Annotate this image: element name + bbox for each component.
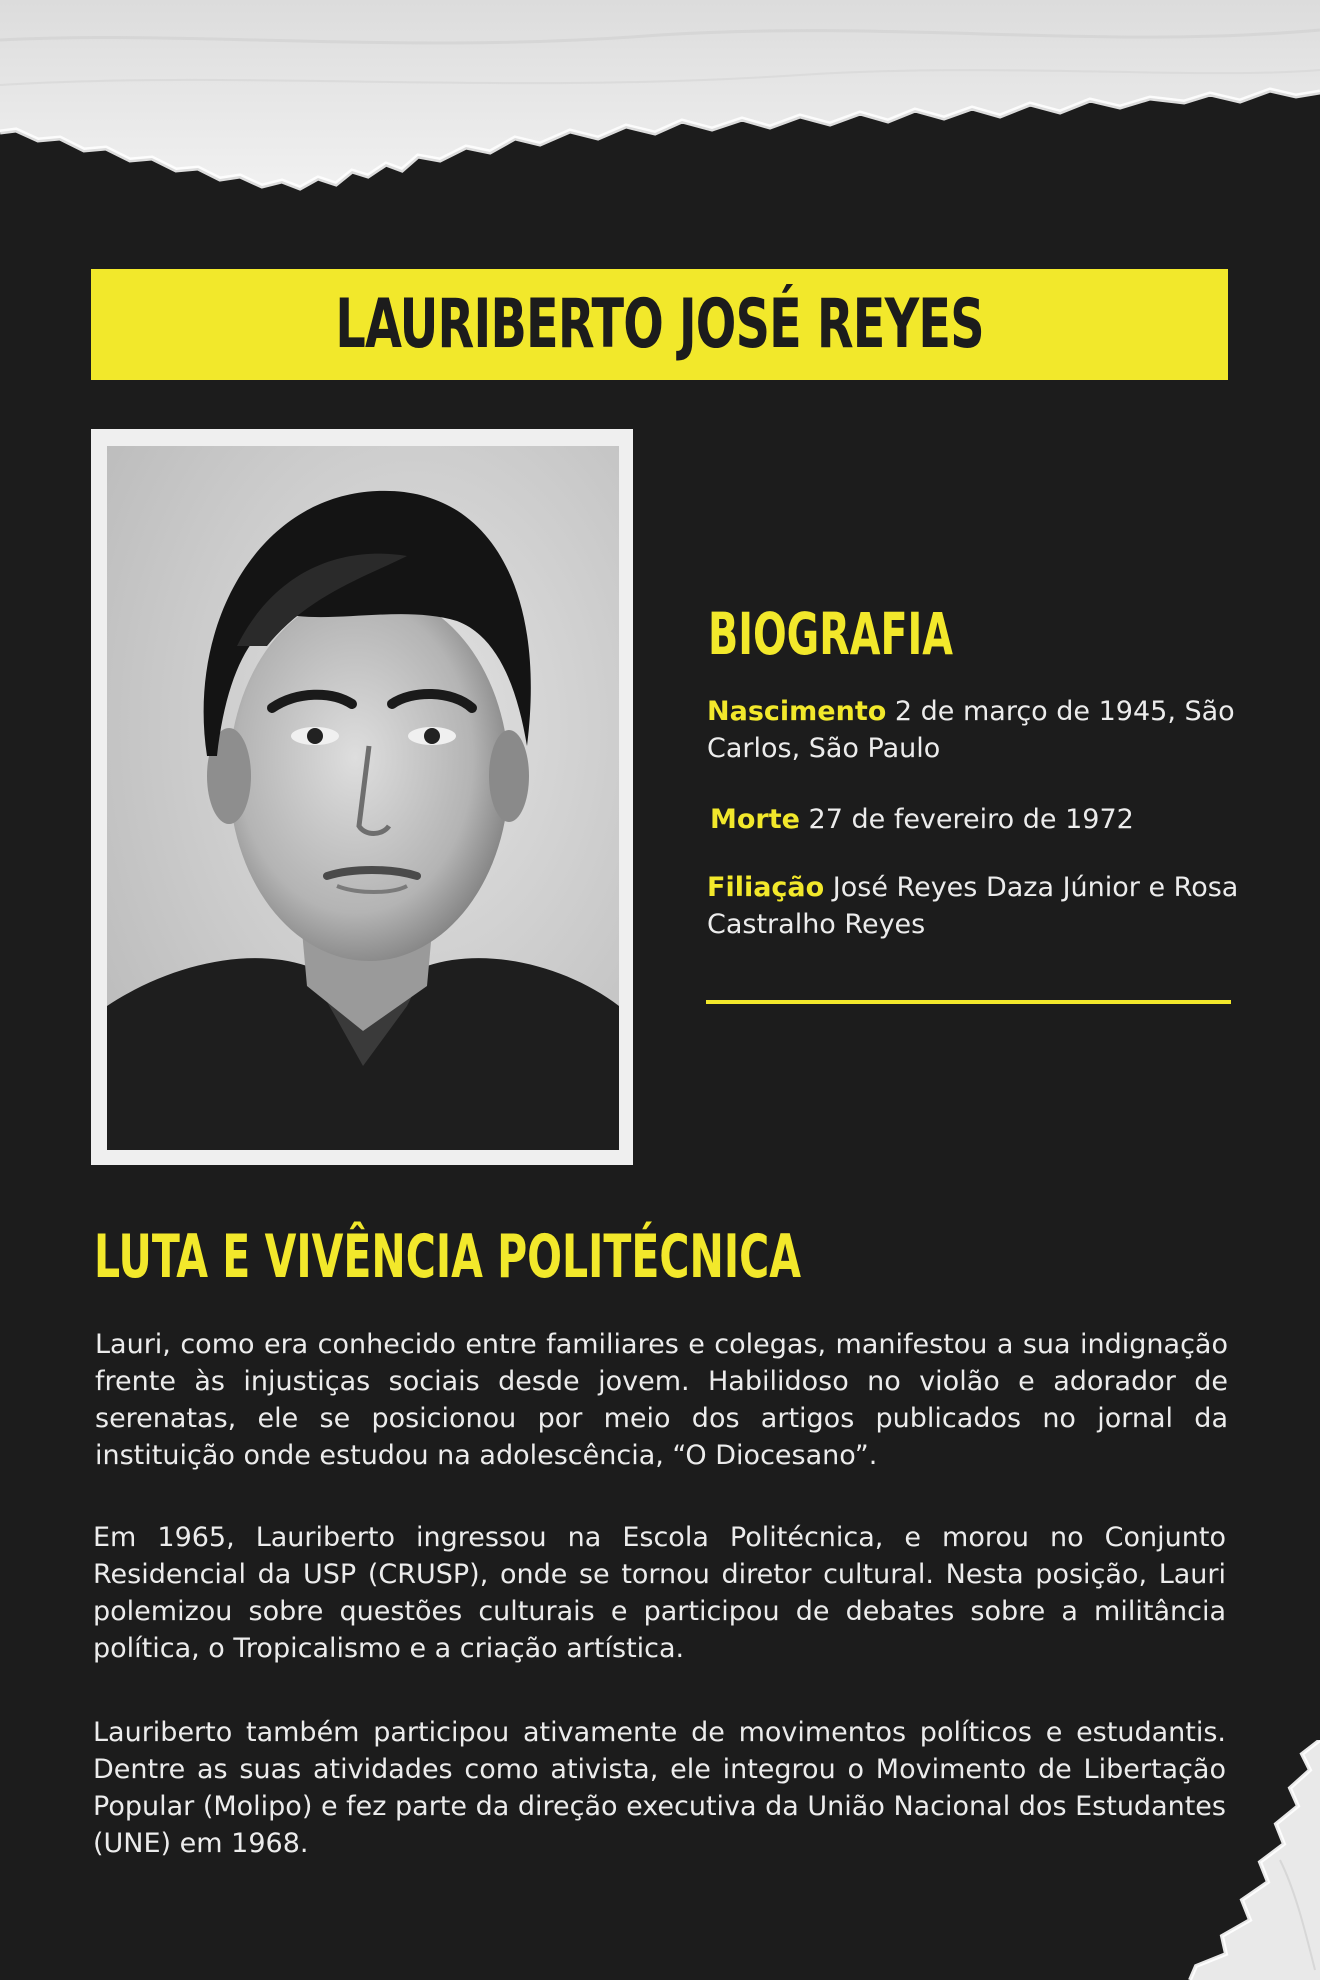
biography-heading: BIOGRAFIA	[708, 600, 953, 668]
birth-value: 2 de março de 1945, São Carlos, São Paulo	[707, 696, 1235, 764]
page-title: LAURIBERTO JOSÉ REYES	[335, 285, 984, 364]
death-label: Morte	[710, 804, 800, 835]
biography-divider	[706, 1000, 1231, 1004]
parents-entry	[707, 869, 1247, 943]
luta-paragraph-2: Em 1965, Lauriberto ingressou na Escola Politécnica, e morou no Conjunto Residencial da USP (CRUSP), onde se tornou diretor cultural. Nesta posição, Lauri polemizou sobre questões culturais e participou de debates sobre a militância política, o Tropicalismo e a criação artística.	[93, 1522, 1226, 1664]
luta-paragraph-1: Lauri, como era conhecido entre familiares e colegas, manifestou a sua indignação frente às injustiças sociais desde jovem. Habilidoso no violão e adorador de serenatas, ele se posicionou por meio dos artigos publicados no jornal da instituição onde estudou na adolescência, “O Diocesano”.	[95, 1329, 1228, 1471]
parents-label: Filiação	[707, 872, 825, 903]
birth-entry	[707, 693, 1247, 767]
portrait-frame	[91, 429, 633, 1165]
luta-heading: LUTA E VIVÊNCIA POLITÉCNICA	[94, 1222, 801, 1292]
torn-paper-bottom	[1130, 1740, 1320, 1980]
death-value: 27 de fevereiro de 1972	[808, 804, 1134, 835]
title-banner	[91, 269, 1228, 380]
birth-label: Nascimento	[707, 696, 887, 727]
luta-paragraph-3: Lauriberto também participou ativamente de movimentos políticos e estudantis. Dentre as suas atividades como ativista, ele integrou o Movimento de Libertação Popular (Molipo) e fez parte da direção executiva da União Nacional dos Estudantes (UNE) em 1968.	[93, 1717, 1226, 1859]
portrait-illustration	[107, 446, 619, 1150]
parents-value: José Reyes Daza Júnior e Rosa Castralho Reyes	[707, 872, 1239, 940]
death-entry	[710, 801, 1250, 838]
portrait-photo	[107, 446, 619, 1150]
torn-paper-top	[0, 0, 1320, 200]
